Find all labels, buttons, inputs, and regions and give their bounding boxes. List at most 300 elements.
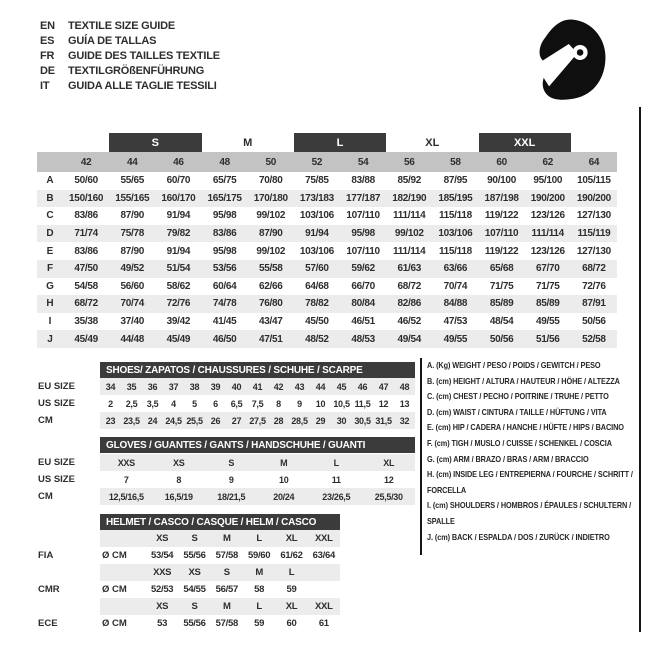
- helmet-value: 61: [318, 618, 329, 629]
- size-table-body: [37, 172, 617, 348]
- size-value: 54/58: [74, 280, 98, 292]
- language-label: TEXTILGRÖßENFÜHRUNG: [68, 65, 205, 78]
- size-value: 47/51: [258, 333, 283, 345]
- helmet-value: 59/60: [248, 550, 271, 561]
- row-letter: G: [46, 280, 54, 292]
- size-value: 82/86: [397, 298, 421, 310]
- language-label: GUIDE DES TAILLES TEXTILE: [68, 49, 220, 62]
- size-value: 70/80: [258, 175, 283, 187]
- shoes-us-value: 13: [399, 398, 410, 409]
- size-value: 80/84: [351, 298, 375, 310]
- gloves-us-value: 12: [384, 474, 394, 485]
- size-row-C: [37, 207, 617, 225]
- gloves-row-cm: [100, 488, 415, 505]
- helmet-value-row-ece: [100, 615, 340, 632]
- size-value: 68/72: [74, 298, 98, 310]
- size-value: 127/130: [576, 245, 611, 257]
- gloves-us-value: 8: [176, 474, 182, 485]
- size-value: 107/110: [346, 210, 380, 222]
- language-list: [40, 18, 220, 94]
- size-value: 70/74: [120, 298, 144, 310]
- size-value: 185/195: [438, 192, 473, 204]
- gloves-cm-value: 12,5/16,5: [108, 491, 144, 502]
- row-letter: A: [46, 175, 54, 187]
- size-value: 53/56: [212, 263, 237, 275]
- size-value: 66/70: [351, 280, 375, 292]
- shoes-cm-value: 24,5: [165, 415, 182, 426]
- helmet-table-body: [100, 530, 340, 632]
- measurement-legend: [420, 358, 645, 555]
- size-value: 95/98: [212, 210, 237, 222]
- size-value: 46/51: [351, 316, 375, 328]
- shoes-us-value: 6,5: [230, 398, 243, 409]
- shoes-us-value: 9: [297, 398, 302, 409]
- size-row-F: [37, 260, 617, 278]
- helmet-size-row-ece: [100, 598, 340, 615]
- size-value: 59/62: [351, 263, 375, 275]
- shoes-eu-value: 45: [336, 381, 347, 392]
- size-value: 65/68: [489, 263, 514, 275]
- size-row-A: [37, 172, 617, 190]
- helmet-value: 54/55: [183, 584, 206, 595]
- size-value: 72/76: [166, 298, 191, 310]
- size-value: 160/170: [161, 192, 196, 204]
- shoes-us-value: 11,5: [354, 398, 371, 409]
- gloves-cm-value: 23/26,5: [322, 491, 351, 502]
- size-value: 111/114: [531, 228, 564, 240]
- legend-item: D. (cm) WAIST / CINTURA / TAILLE / HÜFTUNG / VITA: [427, 406, 607, 417]
- helmet-unit-label: Ø CM: [102, 550, 127, 561]
- helmet-size-header: S: [191, 533, 198, 544]
- gloves-eu-value: L: [333, 457, 339, 468]
- size-value: 71/75: [535, 280, 560, 292]
- helmet-size-header: M: [255, 567, 263, 578]
- size-value: 48/52: [305, 333, 329, 345]
- shoes-cm-value: 23,5: [123, 415, 140, 426]
- shoes-row-us: [100, 395, 415, 412]
- helmet-size-header: XXS: [153, 567, 172, 578]
- size-value: 55/58: [258, 263, 283, 275]
- helmet-value: 53/54: [151, 550, 174, 561]
- size-value: 84/88: [443, 298, 468, 310]
- shoes-eu-size-label: EU SIZE: [38, 381, 75, 392]
- language-code: ES: [40, 34, 55, 47]
- helmet-value: 60: [286, 618, 297, 629]
- size-column-header: 62: [542, 156, 553, 168]
- size-value: 43/47: [258, 316, 283, 328]
- size-row-J: [37, 330, 617, 348]
- gloves-cm-value: 25,5/30: [374, 491, 403, 502]
- shoes-cm-value: 27: [231, 415, 242, 426]
- helmet-size-header: S: [223, 567, 230, 578]
- helmet-size-header: XS: [188, 567, 201, 578]
- size-value: 103/106: [299, 210, 334, 222]
- size-value: 71/75: [489, 280, 514, 292]
- helmet-value-row-cmr: [100, 581, 340, 598]
- helmet-fia-label: FIA: [38, 550, 54, 561]
- size-value: 91/94: [166, 210, 191, 222]
- helmet-size-header: XS: [156, 601, 169, 612]
- legend-item: I. (cm) SHOULDERS / HOMBROS / ÉPAULES / SCHULTERN / SPALLE: [427, 500, 632, 526]
- size-value: 50/60: [74, 175, 98, 187]
- gloves-cm-value: 16,5/19: [164, 491, 193, 502]
- legend-item: F. (cm) TIGH / MUSLO / CUISSE / SCHENKEL / COSCIA: [427, 437, 612, 448]
- legend-item: E. (cm) HIP / CADERA / HANCHE / HÜFTE / HIPS / BACINO: [427, 422, 624, 433]
- size-value: 173/183: [299, 192, 334, 204]
- language-code: EN: [40, 19, 55, 32]
- shoes-cm-value: 23: [105, 415, 116, 426]
- size-column-header: 48: [219, 156, 230, 168]
- size-value: 50/56: [489, 333, 514, 345]
- size-value: 49/55: [535, 316, 560, 328]
- shoes-cm-label: CM: [38, 415, 53, 426]
- shoes-row-eu: [100, 378, 415, 395]
- size-row-G: [37, 278, 617, 296]
- size-value: 87/90: [258, 228, 283, 240]
- size-value: 50/56: [582, 316, 606, 328]
- size-value: 107/110: [346, 245, 380, 257]
- size-value: 47/53: [443, 316, 468, 328]
- row-letter: C: [46, 210, 54, 222]
- shoes-us-value: 4: [171, 398, 176, 409]
- helmet-icon: [518, 13, 614, 107]
- size-value: 103/106: [438, 228, 473, 240]
- shoes-cm-value: 28,5: [291, 415, 308, 426]
- helmet-cmr-label: CMR: [38, 584, 60, 595]
- size-column-header: 64: [588, 156, 600, 168]
- language-label: GUIDA ALLE TAGLIE TESSILI: [68, 80, 217, 93]
- language-row: [40, 33, 220, 48]
- language-code: DE: [40, 65, 55, 78]
- size-value: 58/62: [166, 280, 191, 292]
- shoes-eu-value: 46: [357, 381, 368, 392]
- helmet-value: 59: [286, 584, 297, 595]
- language-code: IT: [40, 80, 50, 93]
- size-value: 44/48: [120, 333, 144, 345]
- size-value: 127/130: [576, 210, 611, 222]
- helmet-value: 55/56: [183, 550, 206, 561]
- gloves-us-size-label: US SIZE: [38, 474, 75, 485]
- shoes-eu-value: 48: [399, 381, 410, 392]
- size-value: 87/90: [120, 210, 144, 222]
- helmet-size-row-cmr: [100, 564, 340, 581]
- row-letter: I: [48, 316, 52, 328]
- helmet-size-row-fia: [100, 530, 340, 547]
- helmet-value: 61/62: [280, 550, 303, 561]
- size-value: 64/68: [305, 280, 329, 292]
- size-value: 49/55: [443, 333, 468, 345]
- helmet-size-header: L: [256, 601, 262, 612]
- size-columns-row: [37, 152, 617, 172]
- shoes-eu-value: 47: [378, 381, 389, 392]
- size-row-I: [37, 313, 617, 331]
- size-value: 71/74: [74, 228, 98, 240]
- size-value: 190/200: [530, 192, 565, 204]
- size-value: 45/49: [74, 333, 98, 345]
- size-value: 83/86: [212, 228, 237, 240]
- gloves-eu-value: XXS: [117, 457, 135, 468]
- language-row: [40, 79, 220, 94]
- helmet-size-header: M: [223, 533, 231, 544]
- shoes-cm-value: 30: [336, 415, 347, 426]
- shoes-eu-value: 42: [273, 381, 284, 392]
- size-group-xxl: XXL: [479, 133, 571, 152]
- helmet-size-header: XXL: [315, 601, 333, 612]
- size-value: 85/89: [489, 298, 514, 310]
- legend-list: [427, 358, 640, 545]
- helmet-size-header: XXL: [315, 533, 333, 544]
- shoes-cm-value: 24: [147, 415, 158, 426]
- size-value: 83/86: [74, 210, 98, 222]
- shoes-cm-value: 25,5: [186, 415, 203, 426]
- shoes-row-cm: [100, 412, 415, 429]
- helmet-size-header: XL: [285, 601, 298, 612]
- shoes-cm-value: 30,5: [354, 415, 371, 426]
- helmet-value: 57/58: [215, 550, 238, 561]
- helmet-size-header: S: [191, 601, 198, 612]
- size-value: 115/119: [577, 228, 611, 240]
- row-letter: E: [46, 245, 54, 257]
- size-value: 99/102: [394, 228, 424, 240]
- legend-item: H. (cm) INSIDE LEG / ENTREPIERNA / FOURCHE / SCHRITT / FORCELLA: [427, 469, 633, 495]
- shoes-cm-value: 32: [399, 415, 410, 426]
- size-value: 111/114: [393, 210, 426, 222]
- size-column-header: 42: [80, 156, 92, 168]
- size-value: 37/40: [120, 316, 144, 328]
- size-value: 123/126: [530, 210, 565, 222]
- language-row: [40, 48, 220, 63]
- size-row-H: [37, 295, 617, 313]
- size-value: 150/160: [69, 192, 104, 204]
- size-group-s: S: [109, 133, 201, 152]
- size-value: 91/94: [166, 245, 191, 257]
- helmet-value: 63/64: [312, 550, 335, 561]
- shoes-eu-value: 38: [189, 381, 200, 392]
- size-value: 83/88: [351, 175, 375, 187]
- size-value: 62/66: [258, 280, 283, 292]
- shoes-eu-value: 40: [231, 381, 242, 392]
- shoes-eu-value: 41: [252, 381, 263, 392]
- size-value: 103/106: [299, 245, 334, 257]
- language-row: [40, 64, 220, 79]
- size-value: 85/89: [535, 298, 560, 310]
- size-row-E: [37, 242, 617, 260]
- row-letter: H: [46, 298, 54, 310]
- helmet-size-header: M: [223, 601, 231, 612]
- gloves-cm-value: 20/24: [273, 491, 295, 502]
- size-value: 182/190: [392, 192, 427, 204]
- language-row: [40, 18, 220, 33]
- size-value: 60/70: [166, 175, 191, 187]
- size-value: 46/52: [397, 316, 421, 328]
- shoes-eu-value: 35: [126, 381, 137, 392]
- legend-item: B. (cm) HEIGHT / ALTURA / HAUTEUR / HÖHE / ALTEZZA: [427, 375, 620, 386]
- size-value: 177/187: [346, 192, 381, 204]
- shoes-us-size-label: US SIZE: [38, 398, 75, 409]
- size-value: 47/50: [74, 263, 98, 275]
- size-value: 99/102: [256, 210, 286, 222]
- shoes-eu-value: 43: [294, 381, 305, 392]
- legend-item: C. (cm) CHEST / PECHO / POITRINE / TRUHE / PETTO: [427, 391, 609, 402]
- size-value: 119/122: [484, 210, 519, 222]
- size-value: 115/118: [438, 210, 472, 222]
- size-column-header: 44: [126, 156, 138, 168]
- size-value: 46/50: [212, 333, 237, 345]
- helmet-value: 57/58: [215, 618, 238, 629]
- size-column-header: 54: [357, 156, 369, 168]
- gloves-row-eu: [100, 454, 415, 471]
- size-column-header: 56: [403, 156, 415, 168]
- size-value: 35/38: [74, 316, 98, 328]
- size-column-header: 46: [173, 156, 184, 168]
- shoes-cm-value: 29: [315, 415, 326, 426]
- gloves-eu-value: M: [280, 457, 288, 468]
- helmet-unit-label: Ø CM: [102, 618, 127, 629]
- size-value: 87/90: [120, 245, 144, 257]
- size-value: 75/78: [120, 228, 144, 240]
- shoes-cm-value: 28: [273, 415, 284, 426]
- size-value: 68/72: [397, 280, 421, 292]
- gloves-eu-value: XS: [173, 457, 185, 468]
- size-value: 76/80: [258, 298, 283, 310]
- size-value: 170/180: [253, 192, 288, 204]
- size-value: 75/85: [305, 175, 329, 187]
- gloves-eu-value: S: [228, 457, 235, 468]
- gloves-cm-value: 18/21,5: [217, 491, 246, 502]
- size-value: 74/78: [212, 298, 237, 310]
- size-value: 67/70: [535, 263, 560, 275]
- shoes-us-value: 5: [192, 398, 197, 409]
- helmet-size-header: XS: [156, 533, 169, 544]
- shoes-us-value: 3,5: [146, 398, 159, 409]
- size-value: 39/42: [166, 316, 191, 328]
- helmet-size-header: XL: [285, 533, 298, 544]
- size-value: 49/52: [120, 263, 144, 275]
- size-value: 115/118: [438, 245, 472, 257]
- shoes-us-value: 2,5: [125, 398, 138, 409]
- size-value: 99/102: [256, 245, 286, 257]
- shoes-us-value: 10,5: [333, 398, 350, 409]
- size-value: 72/76: [582, 280, 606, 292]
- shoes-us-value: 8: [276, 398, 281, 409]
- size-value: 45/49: [166, 333, 191, 345]
- gloves-us-value: 7: [123, 474, 129, 485]
- helmet-size-header: L: [256, 533, 262, 544]
- size-value: 68/72: [582, 263, 606, 275]
- language-label: TEXTILE SIZE GUIDE: [68, 19, 176, 32]
- size-value: 56/60: [120, 280, 144, 292]
- size-column-header: 60: [496, 156, 507, 168]
- size-value: 87/95: [443, 175, 468, 187]
- size-value: 51/54: [166, 263, 191, 275]
- size-group-row: [37, 133, 617, 152]
- gloves-row-us: [100, 471, 415, 488]
- size-value: 165/175: [207, 192, 242, 204]
- row-letter: F: [46, 263, 54, 275]
- gloves-us-value: 11: [331, 474, 341, 485]
- size-value: 70/74: [443, 280, 468, 292]
- helmet-value: 52/53: [151, 584, 174, 595]
- helmet-title-bar: HELMET / CASCO / CASQUE / HELM / CASCO: [100, 514, 340, 530]
- size-value: 90/100: [487, 175, 516, 187]
- size-column-header: 52: [311, 156, 323, 168]
- row-letter: D: [46, 228, 54, 240]
- size-value: 107/110: [484, 228, 519, 240]
- shoes-us-value: 6: [213, 398, 218, 409]
- size-value: 119/122: [484, 245, 519, 257]
- shoes-eu-value: 37: [168, 381, 179, 392]
- helmet-value: 55/56: [183, 618, 206, 629]
- size-value: 65/75: [212, 175, 237, 187]
- size-group-xl: XL: [425, 136, 440, 149]
- size-row-B: [37, 190, 617, 208]
- shoes-us-value: 2: [108, 398, 113, 409]
- size-value: 48/53: [351, 333, 375, 345]
- size-value: 78/82: [305, 298, 329, 310]
- helmet-value: 58: [254, 584, 265, 595]
- shoes-cm-value: 27,5: [249, 415, 266, 426]
- size-value: 52/58: [582, 333, 606, 345]
- size-value: 91/94: [305, 228, 329, 240]
- textile-size-table: [37, 133, 617, 348]
- size-value: 60/64: [212, 280, 237, 292]
- size-value: 111/114: [393, 245, 426, 257]
- language-label: GUÍA DE TALLAS: [68, 34, 157, 47]
- size-value: 63/66: [443, 263, 468, 275]
- helmet-value-row-fia: [100, 547, 340, 564]
- helmet-value: 59: [254, 618, 265, 629]
- shoes-cm-value: 26: [210, 415, 221, 426]
- row-letter: J: [47, 333, 53, 345]
- size-value: 61/63: [397, 263, 421, 275]
- legend-item: G. (cm) ARM / BRAZO / BRAS / ARM / BRACCIO: [427, 453, 589, 464]
- size-value: 123/126: [530, 245, 565, 257]
- legend-item: J. (cm) BACK / ESPALDA / DOS / ZURÜCK / INDIETRO: [427, 531, 610, 542]
- size-value: 79/82: [166, 228, 191, 240]
- size-value: 51/56: [535, 333, 560, 345]
- language-code: FR: [40, 49, 55, 62]
- shoes-eu-value: 44: [315, 381, 326, 392]
- size-value: 105/115: [577, 175, 611, 187]
- size-row-D: [37, 225, 617, 243]
- size-value: 95/100: [533, 175, 563, 187]
- gloves-eu-size-label: EU SIZE: [38, 457, 75, 468]
- shoes-title-bar: SHOES/ ZAPATOS / CHAUSSURES / SCHUHE / SCARPE: [100, 362, 415, 378]
- size-value: 45/50: [305, 316, 329, 328]
- size-value: 95/98: [351, 228, 375, 240]
- helmet-size-header: L: [288, 567, 295, 578]
- helmet-value: 56/57: [215, 584, 238, 595]
- shoes-us-value: 12: [378, 398, 389, 409]
- size-value: 95/98: [212, 245, 237, 257]
- size-value: 85/92: [397, 175, 421, 187]
- size-value: 87/91: [582, 298, 606, 310]
- shoes-eu-value: 34: [105, 381, 116, 392]
- helmet-unit-label: Ø CM: [102, 584, 127, 595]
- size-value: 48/54: [489, 316, 514, 328]
- shoes-cm-value: 31,5: [375, 415, 392, 426]
- size-value: 83/86: [74, 245, 98, 257]
- size-group-l: L: [294, 133, 386, 152]
- size-column-header: 58: [450, 156, 461, 168]
- size-column-header: 50: [265, 156, 276, 168]
- size-value: 190/200: [576, 192, 611, 204]
- size-value: 155/165: [115, 192, 150, 204]
- gloves-eu-value: XL: [383, 457, 395, 468]
- gloves-us-value: 9: [228, 474, 234, 485]
- shoes-us-value: 7,5: [251, 398, 264, 409]
- shoes-us-value: 10: [315, 398, 326, 409]
